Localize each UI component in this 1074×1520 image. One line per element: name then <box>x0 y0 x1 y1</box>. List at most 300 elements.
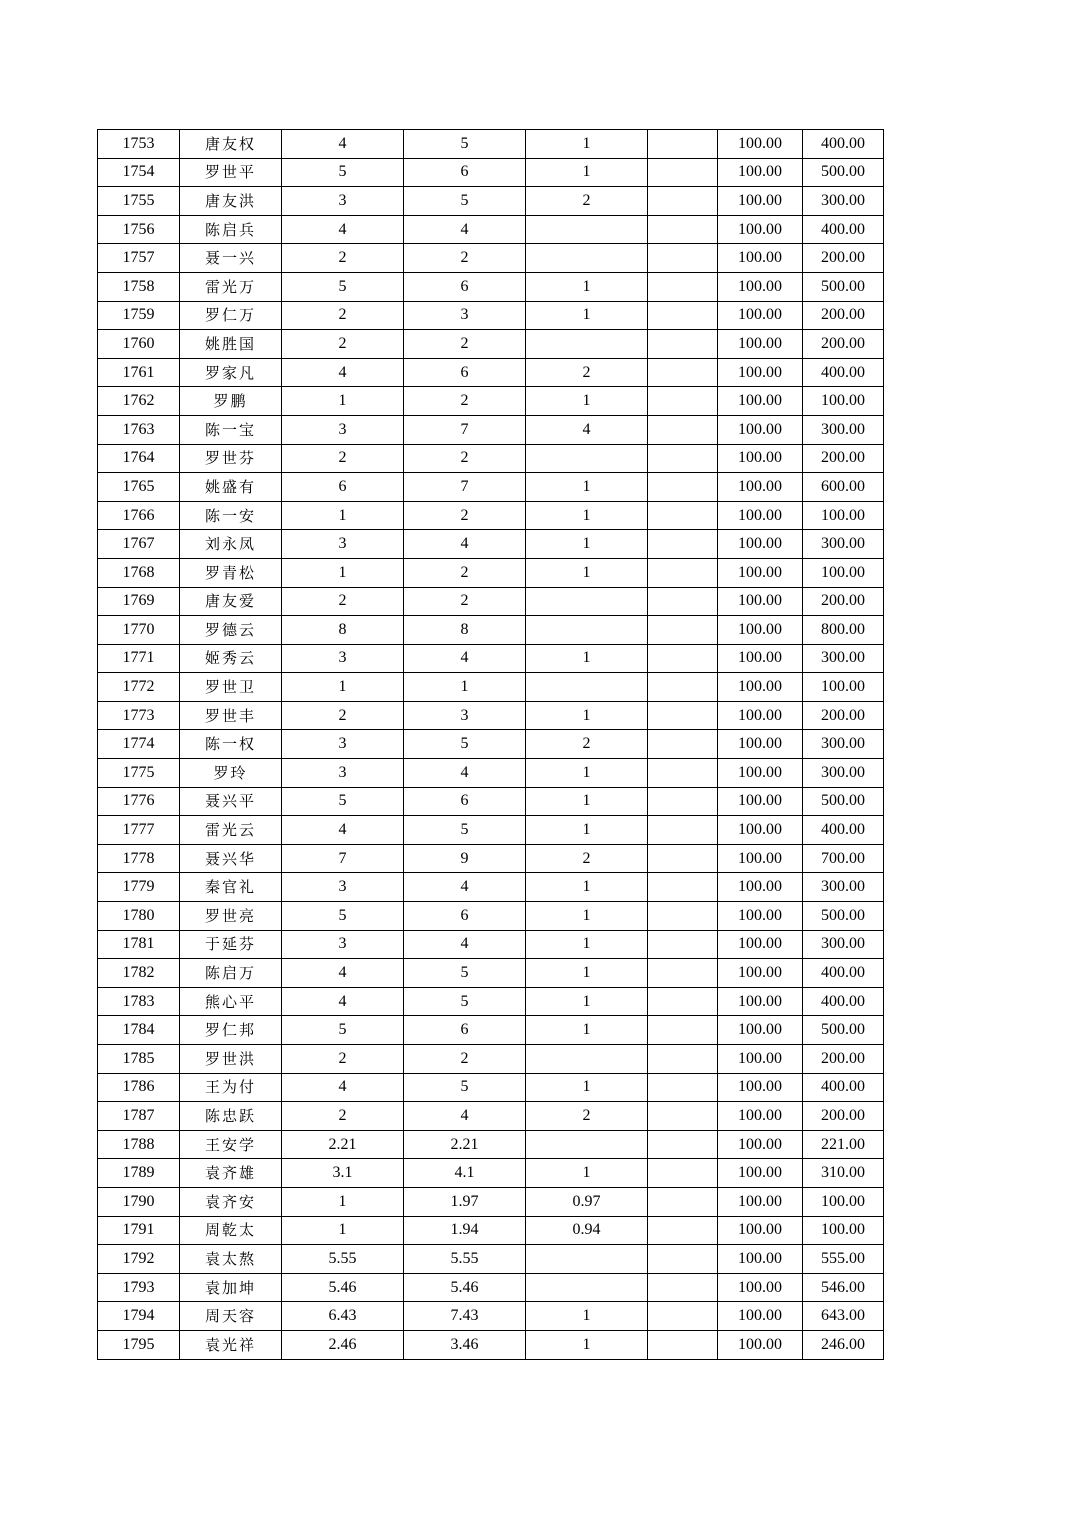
value-c-cell: 1 <box>526 130 648 159</box>
amount-cell: 100.00 <box>803 1216 884 1245</box>
value-b-cell: 6 <box>404 158 526 187</box>
value-a-cell: 4 <box>282 816 404 845</box>
value-c-cell: 2 <box>526 187 648 216</box>
value-c-cell <box>526 616 648 645</box>
value-a-cell: 5 <box>282 272 404 301</box>
blank-cell <box>648 473 718 502</box>
table-row <box>98 959 884 988</box>
unit-price-cell: 100.00 <box>718 130 803 159</box>
amount-cell: 200.00 <box>803 701 884 730</box>
value-b-cell: 4 <box>404 530 526 559</box>
name-cell: 王为付 <box>180 1073 282 1102</box>
amount-cell: 700.00 <box>803 844 884 873</box>
row-number-cell: 1788 <box>98 1130 180 1159</box>
value-a-cell: 2 <box>282 587 404 616</box>
unit-price-cell: 100.00 <box>718 1187 803 1216</box>
unit-price-cell: 100.00 <box>718 272 803 301</box>
value-b-cell: 2 <box>404 244 526 273</box>
value-b-cell: 2 <box>404 444 526 473</box>
name-cell: 陈一宝 <box>180 415 282 444</box>
row-number-cell: 1755 <box>98 187 180 216</box>
table-row <box>98 987 884 1016</box>
value-c-cell: 1 <box>526 558 648 587</box>
unit-price-cell: 100.00 <box>718 301 803 330</box>
amount-cell: 500.00 <box>803 272 884 301</box>
value-b-cell: 5 <box>404 959 526 988</box>
name-cell: 陈忠跃 <box>180 1102 282 1131</box>
table-row <box>98 1045 884 1074</box>
name-cell: 姚胜国 <box>180 330 282 359</box>
name-cell: 雷光万 <box>180 272 282 301</box>
value-a-cell: 3 <box>282 730 404 759</box>
name-cell: 袁加坤 <box>180 1273 282 1302</box>
amount-cell: 300.00 <box>803 930 884 959</box>
table-row <box>98 816 884 845</box>
value-c-cell: 2 <box>526 358 648 387</box>
unit-price-cell: 100.00 <box>718 673 803 702</box>
table-row <box>98 1102 884 1131</box>
blank-cell <box>648 415 718 444</box>
value-b-cell: 7 <box>404 415 526 444</box>
table-row <box>98 130 884 159</box>
unit-price-cell: 100.00 <box>718 1102 803 1131</box>
blank-cell <box>648 1073 718 1102</box>
name-cell: 唐友权 <box>180 130 282 159</box>
blank-cell <box>648 501 718 530</box>
row-number-cell: 1784 <box>98 1016 180 1045</box>
table-row <box>98 1245 884 1274</box>
table-row <box>98 358 884 387</box>
value-a-cell: 1 <box>282 673 404 702</box>
value-a-cell: 3 <box>282 187 404 216</box>
blank-cell <box>648 558 718 587</box>
row-number-cell: 1767 <box>98 530 180 559</box>
unit-price-cell: 100.00 <box>718 1045 803 1074</box>
unit-price-cell: 100.00 <box>718 158 803 187</box>
row-number-cell: 1772 <box>98 673 180 702</box>
blank-cell <box>648 816 718 845</box>
value-a-cell: 2 <box>282 244 404 273</box>
row-number-cell: 1795 <box>98 1330 180 1359</box>
blank-cell <box>648 187 718 216</box>
table-body <box>98 130 884 1360</box>
amount-cell: 500.00 <box>803 787 884 816</box>
table-row <box>98 930 884 959</box>
name-cell: 罗世亮 <box>180 902 282 931</box>
row-number-cell: 1783 <box>98 987 180 1016</box>
amount-cell: 100.00 <box>803 558 884 587</box>
row-number-cell: 1766 <box>98 501 180 530</box>
value-c-cell: 1 <box>526 387 648 416</box>
blank-cell <box>648 301 718 330</box>
row-number-cell: 1763 <box>98 415 180 444</box>
name-cell: 陈启兵 <box>180 215 282 244</box>
blank-cell <box>648 272 718 301</box>
unit-price-cell: 100.00 <box>718 1245 803 1274</box>
unit-price-cell: 100.00 <box>718 1073 803 1102</box>
value-c-cell: 1 <box>526 644 648 673</box>
blank-cell <box>648 387 718 416</box>
blank-cell <box>648 1187 718 1216</box>
value-a-cell: 3.1 <box>282 1159 404 1188</box>
value-a-cell: 2.46 <box>282 1330 404 1359</box>
value-b-cell: 1.94 <box>404 1216 526 1245</box>
amount-cell: 100.00 <box>803 1187 884 1216</box>
row-number-cell: 1786 <box>98 1073 180 1102</box>
row-number-cell: 1754 <box>98 158 180 187</box>
value-c-cell <box>526 444 648 473</box>
blank-cell <box>648 930 718 959</box>
table-row <box>98 787 884 816</box>
blank-cell <box>648 1016 718 1045</box>
value-c-cell: 1 <box>526 902 648 931</box>
amount-cell: 300.00 <box>803 873 884 902</box>
value-b-cell: 4 <box>404 644 526 673</box>
name-cell: 姚盛有 <box>180 473 282 502</box>
value-c-cell: 1 <box>526 158 648 187</box>
unit-price-cell: 100.00 <box>718 616 803 645</box>
name-cell: 唐友洪 <box>180 187 282 216</box>
blank-cell <box>648 1302 718 1331</box>
value-c-cell: 1 <box>526 873 648 902</box>
amount-cell: 200.00 <box>803 444 884 473</box>
blank-cell <box>648 1245 718 1274</box>
value-c-cell: 1 <box>526 1016 648 1045</box>
value-a-cell: 3 <box>282 930 404 959</box>
name-cell: 罗仁邦 <box>180 1016 282 1045</box>
unit-price-cell: 100.00 <box>718 473 803 502</box>
value-a-cell: 2 <box>282 444 404 473</box>
row-number-cell: 1792 <box>98 1245 180 1274</box>
name-cell: 袁光祥 <box>180 1330 282 1359</box>
value-b-cell: 1 <box>404 673 526 702</box>
row-number-cell: 1773 <box>98 701 180 730</box>
unit-price-cell: 100.00 <box>718 358 803 387</box>
value-a-cell: 8 <box>282 616 404 645</box>
row-number-cell: 1776 <box>98 787 180 816</box>
value-c-cell: 1 <box>526 816 648 845</box>
unit-price-cell: 100.00 <box>718 873 803 902</box>
value-b-cell: 5 <box>404 187 526 216</box>
value-a-cell: 4 <box>282 215 404 244</box>
value-a-cell: 5 <box>282 902 404 931</box>
value-b-cell: 5.55 <box>404 1245 526 1274</box>
value-a-cell: 1 <box>282 558 404 587</box>
blank-cell <box>648 1045 718 1074</box>
value-b-cell: 2 <box>404 1045 526 1074</box>
amount-cell: 200.00 <box>803 1045 884 1074</box>
name-cell: 雷光云 <box>180 816 282 845</box>
value-b-cell: 5 <box>404 987 526 1016</box>
amount-cell: 200.00 <box>803 244 884 273</box>
name-cell: 陈一权 <box>180 730 282 759</box>
row-number-cell: 1780 <box>98 902 180 931</box>
value-a-cell: 2 <box>282 1045 404 1074</box>
table-row <box>98 558 884 587</box>
value-b-cell: 1.97 <box>404 1187 526 1216</box>
blank-cell <box>648 1273 718 1302</box>
row-number-cell: 1779 <box>98 873 180 902</box>
value-a-cell: 3 <box>282 530 404 559</box>
value-b-cell: 6 <box>404 1016 526 1045</box>
name-cell: 秦官礼 <box>180 873 282 902</box>
name-cell: 周乾太 <box>180 1216 282 1245</box>
blank-cell <box>648 787 718 816</box>
table-row <box>98 272 884 301</box>
amount-cell: 200.00 <box>803 301 884 330</box>
value-a-cell: 4 <box>282 959 404 988</box>
blank-cell <box>648 1216 718 1245</box>
name-cell: 罗世卫 <box>180 673 282 702</box>
table-row <box>98 1273 884 1302</box>
unit-price-cell: 100.00 <box>718 1159 803 1188</box>
name-cell: 聂一兴 <box>180 244 282 273</box>
value-c-cell: 0.94 <box>526 1216 648 1245</box>
row-number-cell: 1774 <box>98 730 180 759</box>
value-b-cell: 9 <box>404 844 526 873</box>
table-row <box>98 1187 884 1216</box>
unit-price-cell: 100.00 <box>718 415 803 444</box>
name-cell: 王安学 <box>180 1130 282 1159</box>
table-row <box>98 701 884 730</box>
row-number-cell: 1756 <box>98 215 180 244</box>
name-cell: 姬秀云 <box>180 644 282 673</box>
table-row <box>98 301 884 330</box>
value-c-cell: 1 <box>526 959 648 988</box>
table-row <box>98 616 884 645</box>
name-cell: 刘永凤 <box>180 530 282 559</box>
amount-cell: 300.00 <box>803 644 884 673</box>
value-a-cell: 6 <box>282 473 404 502</box>
amount-cell: 100.00 <box>803 501 884 530</box>
amount-cell: 400.00 <box>803 215 884 244</box>
value-c-cell <box>526 1245 648 1274</box>
blank-cell <box>648 358 718 387</box>
value-a-cell: 5.46 <box>282 1273 404 1302</box>
value-a-cell: 2.21 <box>282 1130 404 1159</box>
value-b-cell: 6 <box>404 358 526 387</box>
unit-price-cell: 100.00 <box>718 530 803 559</box>
amount-cell: 300.00 <box>803 415 884 444</box>
value-b-cell: 6 <box>404 272 526 301</box>
value-b-cell: 4.1 <box>404 1159 526 1188</box>
amount-cell: 400.00 <box>803 816 884 845</box>
value-c-cell <box>526 330 648 359</box>
value-c-cell: 1 <box>526 930 648 959</box>
amount-cell: 310.00 <box>803 1159 884 1188</box>
table-row <box>98 444 884 473</box>
value-b-cell: 3 <box>404 301 526 330</box>
blank-cell <box>648 873 718 902</box>
value-a-cell: 5 <box>282 158 404 187</box>
table-row <box>98 187 884 216</box>
name-cell: 罗玲 <box>180 759 282 788</box>
blank-cell <box>648 673 718 702</box>
amount-cell: 500.00 <box>803 902 884 931</box>
row-number-cell: 1761 <box>98 358 180 387</box>
name-cell: 周天容 <box>180 1302 282 1331</box>
unit-price-cell: 100.00 <box>718 330 803 359</box>
blank-cell <box>648 1159 718 1188</box>
value-a-cell: 3 <box>282 644 404 673</box>
value-a-cell: 1 <box>282 501 404 530</box>
value-a-cell: 4 <box>282 358 404 387</box>
table-row <box>98 244 884 273</box>
row-number-cell: 1760 <box>98 330 180 359</box>
amount-cell: 400.00 <box>803 1073 884 1102</box>
value-a-cell: 4 <box>282 130 404 159</box>
blank-cell <box>648 987 718 1016</box>
value-c-cell: 4 <box>526 415 648 444</box>
value-c-cell: 1 <box>526 1330 648 1359</box>
name-cell: 唐友爱 <box>180 587 282 616</box>
value-b-cell: 5.46 <box>404 1273 526 1302</box>
value-a-cell: 2 <box>282 701 404 730</box>
value-a-cell: 4 <box>282 1073 404 1102</box>
unit-price-cell: 100.00 <box>718 701 803 730</box>
name-cell: 罗仁万 <box>180 301 282 330</box>
value-c-cell: 1 <box>526 787 648 816</box>
value-a-cell: 1 <box>282 1216 404 1245</box>
value-c-cell: 2 <box>526 844 648 873</box>
row-number-cell: 1765 <box>98 473 180 502</box>
value-c-cell: 1 <box>526 987 648 1016</box>
value-b-cell: 6 <box>404 902 526 931</box>
row-number-cell: 1775 <box>98 759 180 788</box>
blank-cell <box>648 902 718 931</box>
value-a-cell: 5.55 <box>282 1245 404 1274</box>
amount-cell: 800.00 <box>803 616 884 645</box>
value-c-cell <box>526 1130 648 1159</box>
value-b-cell: 4 <box>404 930 526 959</box>
unit-price-cell: 100.00 <box>718 187 803 216</box>
row-number-cell: 1757 <box>98 244 180 273</box>
value-b-cell: 2.21 <box>404 1130 526 1159</box>
value-a-cell: 4 <box>282 987 404 1016</box>
name-cell: 罗世芬 <box>180 444 282 473</box>
amount-cell: 200.00 <box>803 1102 884 1131</box>
name-cell: 袁齐安 <box>180 1187 282 1216</box>
name-cell: 罗世洪 <box>180 1045 282 1074</box>
unit-price-cell: 100.00 <box>718 244 803 273</box>
value-a-cell: 2 <box>282 330 404 359</box>
blank-cell <box>648 244 718 273</box>
row-number-cell: 1753 <box>98 130 180 159</box>
value-c-cell: 1 <box>526 1073 648 1102</box>
name-cell: 袁齐雄 <box>180 1159 282 1188</box>
blank-cell <box>648 1102 718 1131</box>
row-number-cell: 1777 <box>98 816 180 845</box>
amount-cell: 500.00 <box>803 158 884 187</box>
value-b-cell: 4 <box>404 1102 526 1131</box>
table-row <box>98 1216 884 1245</box>
table-row <box>98 1302 884 1331</box>
value-a-cell: 5 <box>282 787 404 816</box>
table-row <box>98 902 884 931</box>
amount-cell: 300.00 <box>803 187 884 216</box>
blank-cell <box>648 730 718 759</box>
value-b-cell: 2 <box>404 587 526 616</box>
unit-price-cell: 100.00 <box>718 587 803 616</box>
unit-price-cell: 100.00 <box>718 902 803 931</box>
value-c-cell: 1 <box>526 272 648 301</box>
table-row <box>98 759 884 788</box>
table-row <box>98 158 884 187</box>
value-c-cell <box>526 215 648 244</box>
unit-price-cell: 100.00 <box>718 1302 803 1331</box>
amount-cell: 200.00 <box>803 587 884 616</box>
blank-cell <box>648 1130 718 1159</box>
value-b-cell: 3.46 <box>404 1330 526 1359</box>
value-c-cell: 1 <box>526 501 648 530</box>
row-number-cell: 1778 <box>98 844 180 873</box>
value-a-cell: 2 <box>282 1102 404 1131</box>
name-cell: 熊心平 <box>180 987 282 1016</box>
blank-cell <box>648 530 718 559</box>
name-cell: 聂兴平 <box>180 787 282 816</box>
amount-cell: 600.00 <box>803 473 884 502</box>
value-b-cell: 5 <box>404 130 526 159</box>
unit-price-cell: 100.00 <box>718 1016 803 1045</box>
table-row <box>98 387 884 416</box>
unit-price-cell: 100.00 <box>718 644 803 673</box>
row-number-cell: 1790 <box>98 1187 180 1216</box>
blank-cell <box>648 701 718 730</box>
amount-cell: 643.00 <box>803 1302 884 1331</box>
unit-price-cell: 100.00 <box>718 787 803 816</box>
amount-cell: 300.00 <box>803 730 884 759</box>
value-a-cell: 2 <box>282 301 404 330</box>
amount-cell: 546.00 <box>803 1273 884 1302</box>
value-c-cell: 1 <box>526 473 648 502</box>
value-c-cell <box>526 1273 648 1302</box>
value-c-cell <box>526 673 648 702</box>
name-cell: 聂兴华 <box>180 844 282 873</box>
table-row <box>98 1130 884 1159</box>
row-number-cell: 1769 <box>98 587 180 616</box>
value-b-cell: 5 <box>404 816 526 845</box>
row-number-cell: 1764 <box>98 444 180 473</box>
name-cell: 袁太熬 <box>180 1245 282 1274</box>
amount-cell: 100.00 <box>803 673 884 702</box>
value-c-cell: 1 <box>526 759 648 788</box>
value-b-cell: 5 <box>404 730 526 759</box>
unit-price-cell: 100.00 <box>718 816 803 845</box>
blank-cell <box>648 759 718 788</box>
blank-cell <box>648 1330 718 1359</box>
table-row <box>98 530 884 559</box>
amount-cell: 500.00 <box>803 1016 884 1045</box>
unit-price-cell: 100.00 <box>718 215 803 244</box>
value-a-cell: 3 <box>282 873 404 902</box>
amount-cell: 300.00 <box>803 759 884 788</box>
amount-cell: 100.00 <box>803 387 884 416</box>
value-b-cell: 4 <box>404 759 526 788</box>
row-number-cell: 1768 <box>98 558 180 587</box>
value-b-cell: 7 <box>404 473 526 502</box>
row-number-cell: 1771 <box>98 644 180 673</box>
amount-cell: 555.00 <box>803 1245 884 1274</box>
unit-price-cell: 100.00 <box>718 930 803 959</box>
unit-price-cell: 100.00 <box>718 1330 803 1359</box>
unit-price-cell: 100.00 <box>718 1130 803 1159</box>
value-a-cell: 3 <box>282 759 404 788</box>
row-number-cell: 1758 <box>98 272 180 301</box>
value-c-cell: 2 <box>526 730 648 759</box>
row-number-cell: 1785 <box>98 1045 180 1074</box>
table-row <box>98 330 884 359</box>
blank-cell <box>648 587 718 616</box>
